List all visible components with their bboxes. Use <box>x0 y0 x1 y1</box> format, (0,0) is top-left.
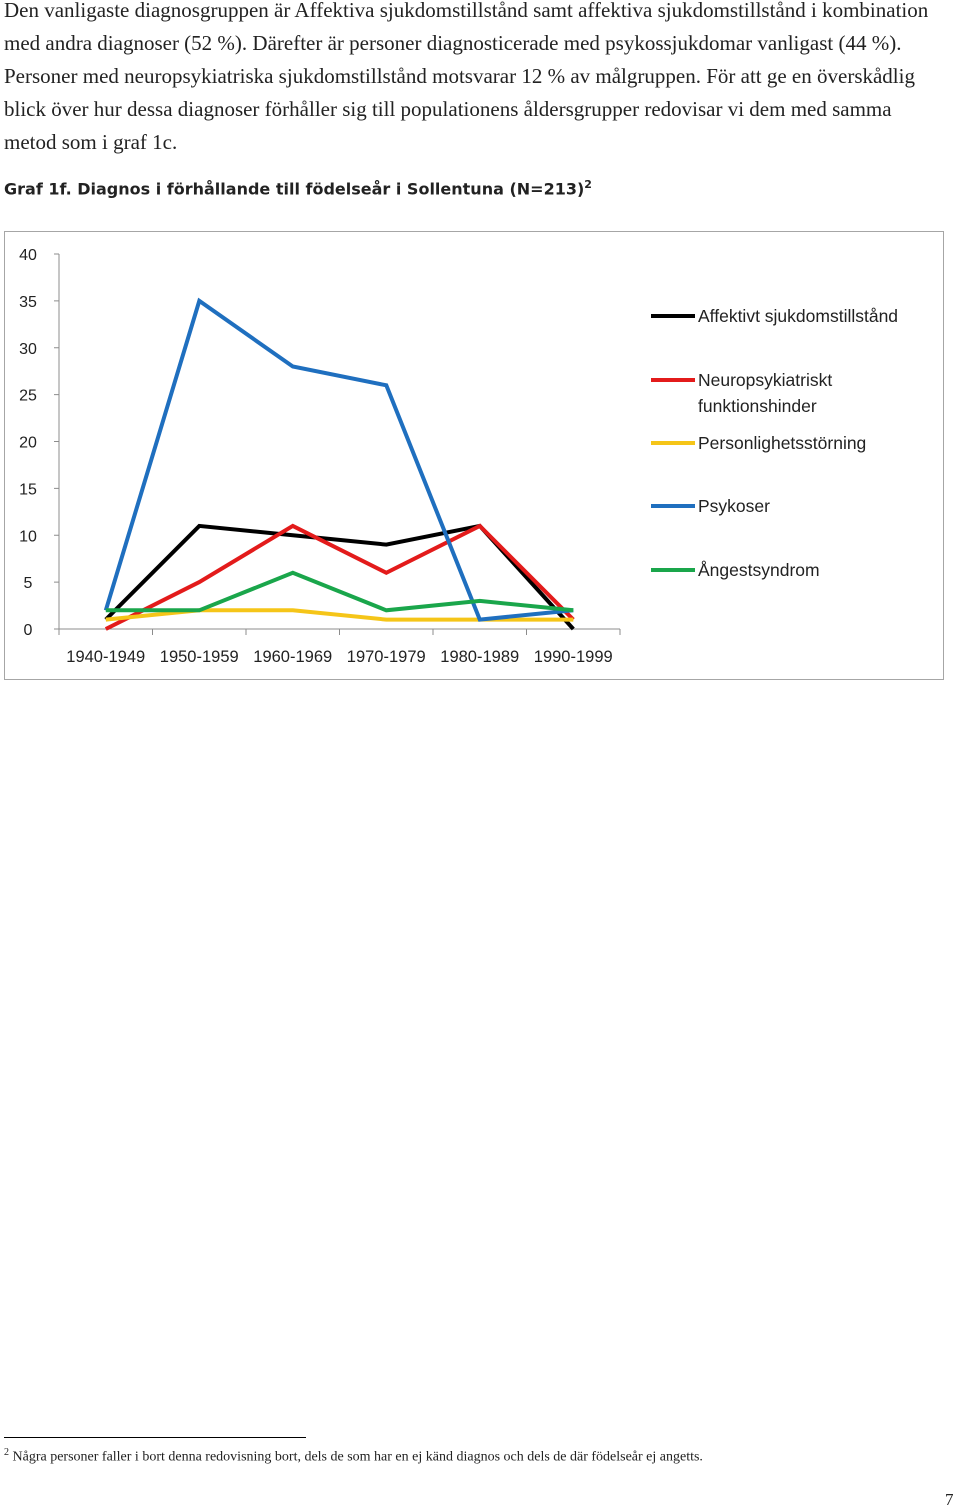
series-line--ngestsyndrom <box>106 573 574 611</box>
legend-label: Affektivt sjukdomstillstånd <box>698 306 898 326</box>
footnote-marker: 2 <box>4 1447 9 1458</box>
page-number: 7 <box>945 1490 954 1510</box>
caption-footnote-ref: 2 <box>584 178 592 191</box>
series-line-psykoser <box>106 301 574 620</box>
footnote-text: Några personer faller i bort denna redovisning bort, dels de som har en ej känd diagnos och dels de där födelseår ej angetts. <box>13 1450 703 1465</box>
legend-label: Ångestsyndrom <box>698 560 820 580</box>
chart-frame <box>4 231 944 680</box>
chart-caption-text: Graf 1f. Diagnos i förhållande till födelseår i Sollentuna (N=213) <box>4 179 584 198</box>
legend-label: Psykoser <box>698 496 770 516</box>
y-tick-label: 0 <box>24 622 33 639</box>
y-tick-label: 15 <box>19 481 37 498</box>
y-tick-label: 20 <box>19 435 37 452</box>
chart-caption <box>4 178 904 198</box>
x-tick-label: 1940-1949 <box>66 648 145 666</box>
y-tick-label: 40 <box>19 247 37 264</box>
legend-label: Personlighetsstörning <box>698 433 866 453</box>
x-tick-label: 1960-1969 <box>253 648 332 666</box>
footnote <box>4 1447 904 1466</box>
y-tick-label: 30 <box>19 341 37 358</box>
legend-label: Neuropsykiatriskt funktionshinder <box>698 370 832 416</box>
body-paragraph: Den vanligaste diagnosgruppen är Affektiva sjukdomstillstånd samt affektiva sjukdomstillstånd i kombination med andra diagnoser (52 %). Därefter är personer diagnosticerade med psykossjukdomar vanligast (44 %). Personer med neuropsykiatriska sjukdomstillstånd motsvarar 12 % av målgruppen. För att ge en överskådlig blick över hur dessa diagnoser förhåller sig till populationens åldersgrupper redovisar vi dem med samma metod som i graf 1c. <box>4 0 949 159</box>
y-tick-label: 10 <box>19 528 37 545</box>
x-tick-label: 1970-1979 <box>347 648 426 666</box>
x-tick-label: 1990-1999 <box>534 648 613 666</box>
y-tick-label: 5 <box>24 575 33 592</box>
y-tick-label: 35 <box>19 294 37 311</box>
footnote-rule <box>4 1437 306 1438</box>
y-tick-label: 25 <box>19 388 37 405</box>
x-tick-label: 1950-1959 <box>160 648 239 666</box>
line-chart <box>5 232 945 681</box>
x-tick-label: 1980-1989 <box>440 648 519 666</box>
